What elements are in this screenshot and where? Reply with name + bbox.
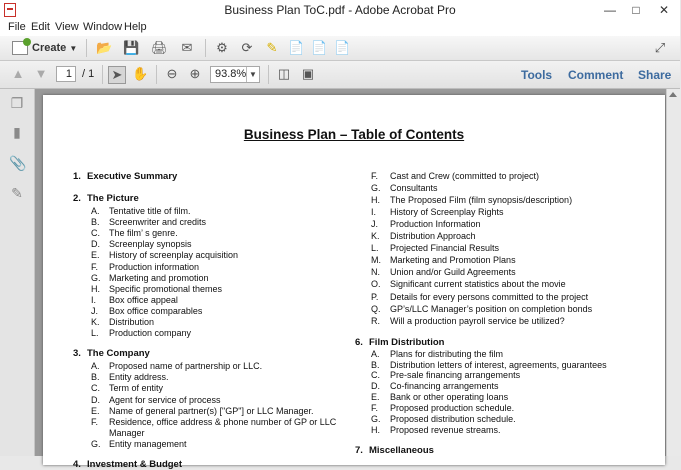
- scroll-up-icon[interactable]: [669, 92, 677, 97]
- print-icon[interactable]: 🖨: [151, 40, 168, 55]
- previous-page-icon[interactable]: ▲: [11, 66, 25, 81]
- section-number: 7.: [355, 444, 363, 456]
- toc-item: Significant current statistics about the movie: [390, 279, 566, 290]
- item-letter: E.: [371, 392, 380, 403]
- item-letter: E.: [91, 250, 100, 261]
- item-letter: A.: [371, 348, 380, 359]
- document-title: Business Plan – Table of Contents: [243, 127, 465, 142]
- item-letter: A.: [91, 361, 100, 372]
- toc-item: Pre-sale financing arrangements: [390, 370, 521, 381]
- toc-item: Bank or other operating loans: [390, 392, 509, 403]
- page-total: / 1: [82, 68, 95, 80]
- item-letter: P.: [371, 291, 379, 302]
- chevron-down-icon: ▼: [69, 44, 78, 53]
- item-letter: K.: [91, 317, 100, 327]
- menu-file[interactable]: File: [8, 21, 26, 33]
- item-letter: G.: [91, 272, 101, 283]
- toc-item: GP’s/LLC Manager’s position on completion bonds: [390, 303, 593, 314]
- create-button[interactable]: [12, 40, 77, 57]
- comment-icon[interactable]: ✎: [266, 40, 278, 55]
- toc-item: Cast and Crew (committed to project): [390, 171, 540, 181]
- item-letter: D.: [91, 239, 100, 250]
- window-title: Business Plan ToC.pdf - Adobe Acrobat Pro: [224, 3, 456, 17]
- toc-item: Proposed revenue streams.: [390, 424, 501, 435]
- section-number: 3.: [73, 348, 81, 360]
- bookmarks-icon[interactable]: ▮: [13, 124, 21, 140]
- toc-item: Marketing and Promotion Plans: [390, 255, 516, 266]
- toc-item: Union and/or Guild Agreements: [390, 267, 516, 278]
- toc-item: Agent for service of process: [109, 394, 221, 405]
- item-letter: E.: [91, 405, 100, 416]
- separator: [156, 65, 157, 84]
- item-letter: C.: [91, 383, 100, 394]
- section-heading: The Picture: [87, 193, 139, 204]
- item-letter: K.: [371, 231, 380, 242]
- item-letter: G.: [371, 414, 381, 425]
- navigation-toolbar: [0, 61, 680, 89]
- item-letter: L.: [371, 243, 379, 254]
- item-letter: Q.: [371, 303, 381, 314]
- main-toolbar: [0, 36, 680, 61]
- fit-page-icon[interactable]: ◫: [277, 66, 291, 81]
- zoom-value: 93.8%: [215, 68, 247, 80]
- section-heading: The Company: [87, 348, 150, 360]
- create-pdf-icon: [12, 41, 28, 55]
- menu-help[interactable]: Help: [124, 21, 147, 33]
- item-letter: G.: [371, 183, 381, 194]
- item-letter: B.: [371, 359, 380, 370]
- menu-edit[interactable]: Edit: [31, 21, 50, 33]
- page-thumbnails-icon[interactable]: ❐: [10, 95, 24, 111]
- item-letter: L.: [91, 328, 99, 339]
- separator: [205, 39, 206, 57]
- open-folder-icon[interactable]: 📂: [96, 40, 113, 55]
- attachments-icon[interactable]: 📎: [9, 155, 27, 171]
- item-letter: H.: [91, 283, 100, 294]
- toc-item: Will a production payroll service be utilized?: [390, 315, 565, 326]
- pdf-page: [43, 95, 665, 470]
- toc-item: Residence, office address & phone number of GP or LLC: [109, 416, 337, 427]
- toc-item: Plans for distributing the film: [390, 348, 504, 359]
- hand-tool-icon[interactable]: ✋: [132, 66, 149, 81]
- toc-item: Production company: [109, 328, 192, 339]
- toc-item: Box office comparables: [109, 305, 203, 316]
- toc-item: Co-financing arrangements: [390, 381, 499, 392]
- toc-item: Details for every persons committed to the project: [390, 291, 589, 302]
- toc-item: Screenwriter and credits: [109, 217, 207, 228]
- item-letter: M.: [371, 255, 381, 266]
- toc-right-column: [355, 95, 655, 465]
- item-letter: I.: [91, 294, 97, 305]
- toc-item: Tentative title of film.: [109, 206, 191, 216]
- sync-icon[interactable]: ⟳: [241, 40, 253, 55]
- section-heading: Executive Summary: [87, 171, 178, 182]
- minimize-button[interactable]: —: [604, 3, 616, 17]
- toc-item: Distribution letters of interest, agreements, guarantees: [390, 359, 607, 370]
- toc-item: Marketing and promotion: [109, 272, 209, 283]
- page-number-input[interactable]: 1: [56, 66, 76, 82]
- item-letter: A.: [91, 206, 100, 216]
- toc-item: Production information: [109, 261, 200, 272]
- section-number: 2.: [73, 193, 81, 204]
- toc-item: History of Screenplay Rights: [390, 207, 504, 218]
- item-letter: N.: [371, 267, 380, 278]
- tools-panel-link[interactable]: Tools: [521, 68, 553, 82]
- maximize-button[interactable]: □: [632, 3, 640, 17]
- separator: [102, 65, 103, 84]
- create-label: Create: [32, 42, 67, 54]
- item-letter: C.: [371, 370, 380, 381]
- item-letter: F.: [91, 261, 99, 272]
- settings-gear-icon[interactable]: ⚙: [216, 40, 228, 55]
- toc-item: The film’ s genre.: [109, 228, 178, 239]
- toc-item: Specific promotional themes: [109, 283, 223, 294]
- section-number: 6.: [355, 336, 363, 348]
- item-letter: B.: [91, 372, 100, 383]
- section-number: 1.: [73, 171, 81, 182]
- toc-item: Entity address.: [109, 372, 169, 383]
- comment-panel-link[interactable]: Comment: [568, 68, 624, 82]
- share-panel-link[interactable]: Share: [638, 68, 672, 82]
- zoom-out-icon[interactable]: ⊖: [166, 66, 178, 81]
- item-letter: F.: [91, 416, 99, 427]
- full-screen-icon[interactable]: ▣: [301, 66, 315, 81]
- expand-icon[interactable]: ⤢: [654, 40, 666, 55]
- save-icon[interactable]: 💾: [123, 40, 140, 55]
- menu-bar: [0, 20, 680, 36]
- section-heading: Film Distribution: [369, 336, 445, 348]
- toc-item: Name of general partner(s) ["GP"] or LLC Manager.: [109, 405, 314, 416]
- navigation-pane: [0, 89, 35, 456]
- toc-item: Box office appeal: [109, 294, 178, 305]
- toc-left-column: [73, 95, 373, 470]
- item-letter: F.: [371, 171, 379, 181]
- item-letter: B.: [91, 217, 100, 228]
- item-letter: C.: [91, 228, 100, 239]
- item-letter: H.: [371, 424, 380, 435]
- item-letter: O.: [371, 279, 381, 290]
- toc-item: Term of entity: [109, 383, 164, 394]
- toc-item: Proposed production schedule.: [390, 403, 515, 414]
- item-letter: D.: [91, 394, 100, 405]
- item-letter: H.: [371, 195, 380, 206]
- export-icon[interactable]: 📄: [334, 40, 351, 55]
- document-viewport[interactable]: [35, 89, 680, 470]
- toc-item: Production Information: [390, 219, 481, 230]
- zoom-in-icon[interactable]: ⊕: [189, 66, 201, 81]
- section-heading: Investment & Budget: [87, 459, 183, 470]
- toc-item: Consultants: [390, 183, 438, 194]
- section-number: 4.: [73, 459, 81, 470]
- menu-window[interactable]: Window: [83, 21, 123, 33]
- item-letter: I.: [371, 207, 377, 218]
- toc-item: Proposed name of partnership or LLC.: [109, 361, 263, 372]
- separator: [86, 39, 87, 57]
- item-letter: R.: [371, 315, 380, 326]
- select-cursor-icon[interactable]: ➤: [108, 66, 126, 84]
- menu-view[interactable]: View: [55, 21, 79, 33]
- item-letter: J.: [371, 219, 379, 230]
- toc-item: Entity management: [109, 438, 187, 449]
- signatures-icon[interactable]: ✎: [11, 185, 23, 201]
- item-letter: F.: [371, 403, 379, 414]
- item-letter: D.: [371, 381, 380, 392]
- toc-item: History of screenplay acquisition: [109, 250, 239, 261]
- title-bar: [0, 0, 680, 20]
- document-action-icon[interactable]: 📄: [288, 40, 305, 55]
- toc-item: Distribution Approach: [390, 231, 476, 242]
- email-icon[interactable]: ✉: [181, 40, 193, 55]
- next-page-icon[interactable]: ▼: [34, 66, 48, 81]
- section-heading: Miscellaneous: [369, 444, 434, 456]
- zoom-select[interactable]: [210, 66, 260, 83]
- chevron-down-icon[interactable]: ▼: [246, 67, 259, 82]
- item-letter: J.: [91, 305, 99, 316]
- toc-item: The Proposed Film (film synopsis/description): [390, 195, 573, 206]
- vertical-scrollbar[interactable]: [666, 89, 681, 456]
- toc-item: Distribution: [109, 317, 155, 327]
- toc-item: Manager: [109, 427, 145, 438]
- item-letter: G.: [91, 438, 101, 449]
- document-lock-icon[interactable]: 📄: [311, 40, 328, 55]
- toc-item: Projected Financial Results: [390, 243, 500, 254]
- separator: [268, 65, 269, 84]
- close-button[interactable]: ✕: [658, 3, 670, 17]
- toc-item: Proposed distribution schedule.: [390, 414, 516, 425]
- toc-item: Screenplay synopsis: [109, 239, 192, 250]
